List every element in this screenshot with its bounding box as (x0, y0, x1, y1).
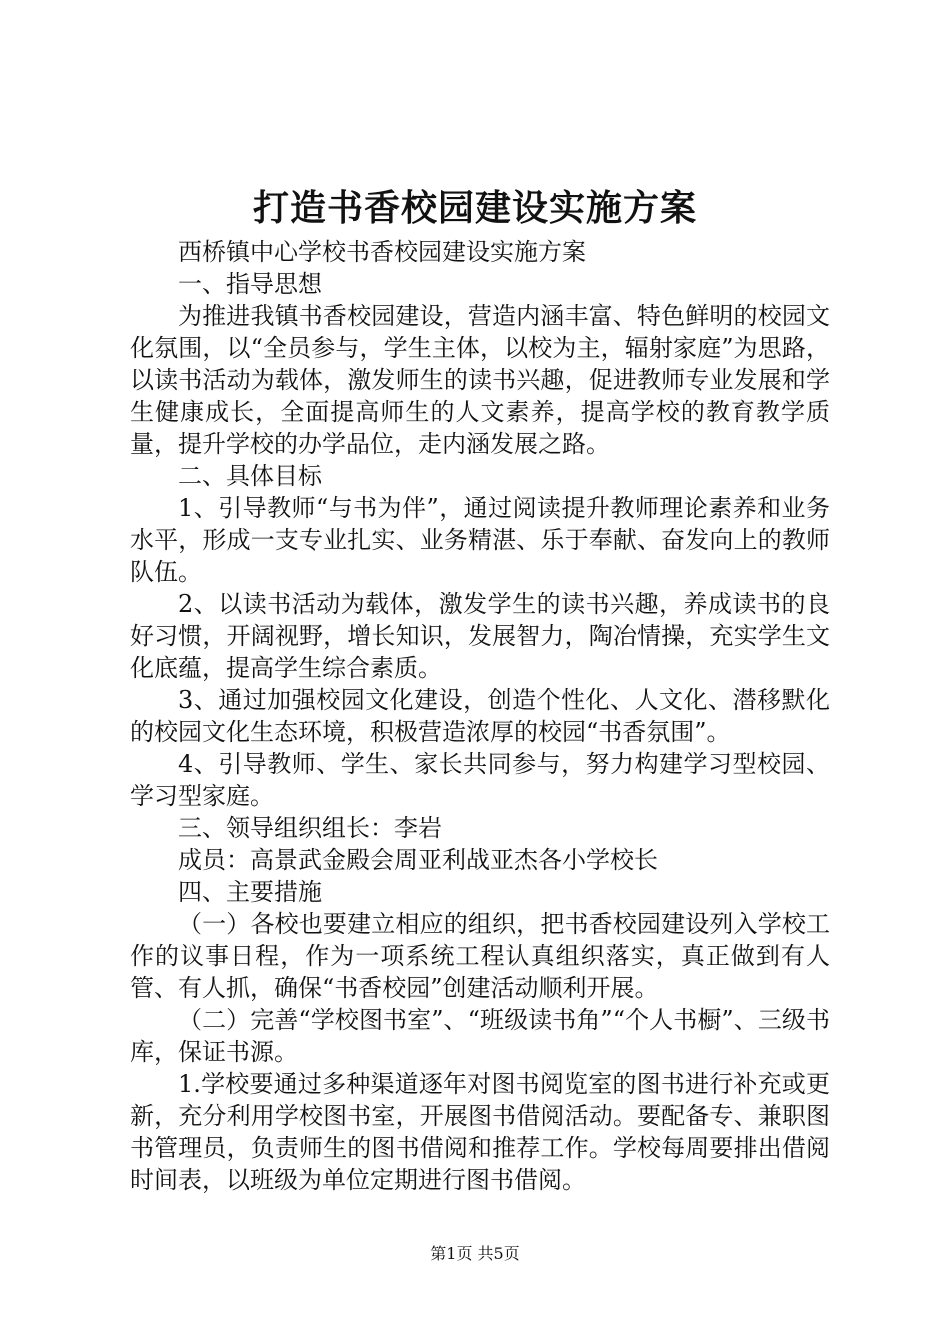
section-heading-specific-goals: 二、具体目标 (178, 462, 322, 490)
measure-subitem-1: 1.学校要通过多种渠道逐年对图书阅览室的图书进行补充或更新，充分利用学校图书室，开展图书借阅活动。要配备专、兼职图书管理员，负责师生的图书借阅和推荐工作。学校每周要排出借阅时间表，以班级为单位定期进行图书借阅。 (130, 1070, 830, 1194)
subtitle-paragraph: 西桥镇中心学校书香校园建设实施方案 (178, 238, 586, 266)
page-footer: 第1页 共5页 (430, 1244, 520, 1263)
goal-item-2: 2、以读书活动为载体，激发学生的读书兴趣，养成读书的良好习惯，开阔视野，增长知识，发展智力，陶冶情操，充实学生文化底蕴，提高学生综合素质。 (130, 590, 830, 682)
measure-item-1: （一）各校也要建立相应的组织，把书香校园建设列入学校工作的议事日程，作为一项系统工程认真组织落实，真正做到有人管、有人抓，确保“书香校园”创建活动顺利开展。 (130, 910, 830, 1002)
measure-item-2: （二）完善“学校图书室”、“班级读书角”“个人书橱”、三级书库，保证书源。 (130, 1006, 830, 1066)
section-heading-main-measures: 四、主要措施 (178, 878, 322, 906)
document-body (130, 236, 830, 1196)
goal-item-3: 3、通过加强校园文化建设，创造个性化、人文化、潜移默化的校园文化生态环境，积极营造浓厚的校园“书香氛围”。 (130, 686, 830, 746)
members-paragraph: 成员：高景武金殿会周亚利战亚杰各小学校长 (178, 846, 658, 874)
goal-item-4: 4、引导教师、学生、家长共同参与，努力构建学习型校园、学习型家庭。 (130, 750, 830, 810)
body-paragraph: 为推进我镇书香校园建设，营造内涵丰富、特色鲜明的校园文化氛围，以“全员参与，学生主体，以校为主，辐射家庭”为思路，以读书活动为载体，激发师生的读书兴趣，促进教师专业发展和学生健康成长，全面提高师生的人文素养，提高学校的教育教学质量，提升学校的办学品位，走内涵发展之路。 (130, 302, 830, 458)
section-heading-leadership: 三、领导组织组长：李岩 (178, 814, 442, 842)
goal-item-1: 1、引导教师“与书为伴”，通过阅读提升教师理论素养和业务水平，形成一支专业扎实、业务精湛、乐于奉献、奋发向上的教师队伍。 (130, 494, 830, 586)
section-heading-guiding-ideology: 一、指导思想 (178, 270, 322, 298)
document-title: 打造书香校园建设实施方案 (252, 187, 697, 229)
